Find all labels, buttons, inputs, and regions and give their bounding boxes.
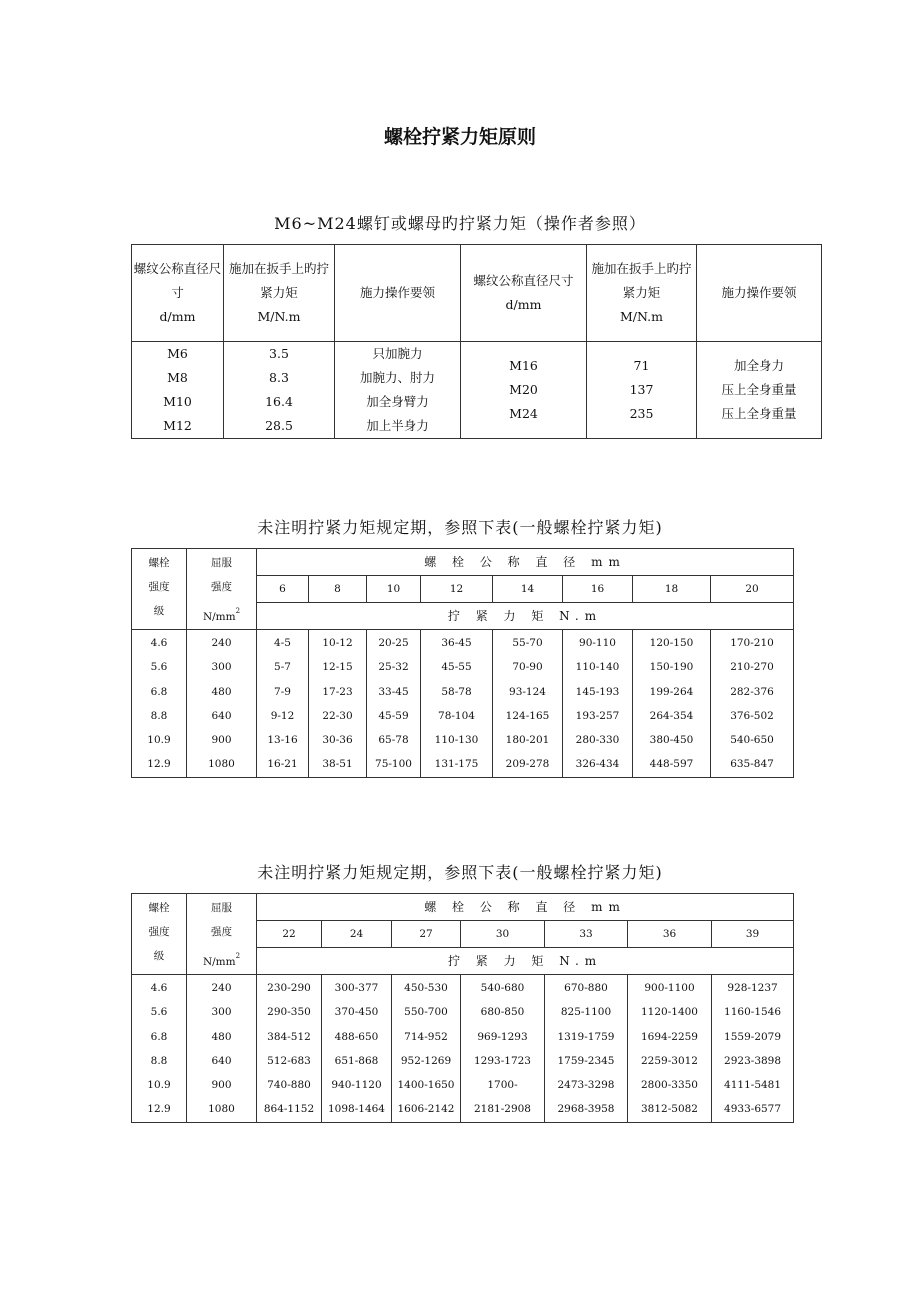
grade-column	[132, 630, 187, 778]
torque-column	[493, 630, 563, 778]
cell-value: 25-32	[378, 661, 409, 674]
cell-value: 300	[211, 1006, 232, 1019]
torque-column	[392, 975, 461, 1123]
diameter-cell: 8	[309, 575, 367, 603]
cell-value: 20-25	[378, 637, 409, 649]
cell-value: 1293-1723	[474, 1054, 531, 1067]
cell-value: 900	[211, 734, 232, 747]
torque-column	[309, 630, 367, 778]
torque-header: 拧 紧 力 矩 N.m	[257, 603, 794, 630]
cell-value: 640	[211, 1054, 232, 1067]
cell-value: 635-847	[730, 758, 774, 771]
torque-header: 拧 紧 力 矩 N.m	[257, 948, 794, 975]
grade-column	[132, 975, 187, 1123]
cell-value: 210-270	[730, 661, 774, 674]
left-sizes: M6 M8 M10 M12	[132, 342, 224, 439]
cell-value: 450-530	[404, 982, 448, 994]
cell-value: 540-680	[480, 982, 525, 994]
cell-value: 17-23	[322, 685, 353, 698]
cell-value: 12-15	[322, 661, 353, 674]
cell-value: 90-110	[579, 637, 616, 649]
cell-value: 55-70	[512, 637, 543, 649]
cell-value: 300	[211, 661, 232, 674]
cell-value: 952-1269	[400, 1054, 452, 1067]
header-torque: 施加在扳手上旳拧紧力矩 M/N.m	[587, 245, 697, 342]
cell-value: 4.6	[150, 637, 168, 649]
cell-value: 13-16	[267, 734, 298, 747]
right-methods: 加全身力 压上全身重量 压上全身重量	[697, 342, 822, 439]
cell-value: 5.6	[150, 1006, 168, 1019]
cell-value: 45-59	[378, 709, 409, 722]
cell-value: 120-150	[649, 637, 694, 649]
cell-value: 36-45	[441, 637, 472, 649]
cell-value: 1080	[208, 758, 235, 771]
cell-value: 2181-2908	[474, 1103, 531, 1116]
right-sizes: M16 M20 M24	[461, 342, 587, 439]
cell-value: 680-850	[480, 1006, 525, 1019]
cell-value: 2259-3012	[641, 1054, 698, 1067]
cell-value: 38-51	[322, 758, 353, 771]
diameter-cell: 6	[257, 575, 309, 603]
cell-value: 864-1152	[263, 1103, 315, 1116]
diameter-cell: 20	[711, 575, 794, 603]
diameter-cell: 12	[421, 575, 493, 603]
cell-value: 940-1120	[331, 1079, 382, 1092]
cell-value: 240	[211, 982, 232, 994]
cell-value: 1700-	[487, 1079, 518, 1092]
table2	[131, 548, 794, 778]
yield-column	[187, 975, 257, 1123]
cell-value: 488-650	[334, 1030, 379, 1043]
cell-value: 651-868	[334, 1054, 379, 1067]
cell-value: 290-350	[267, 1006, 311, 1019]
diameter-cell: 24	[322, 920, 392, 948]
cell-value: 180-201	[505, 734, 550, 747]
cell-value: 1098-1464	[328, 1103, 385, 1116]
cell-value: 900-1100	[644, 982, 695, 994]
cell-value: 326-434	[575, 758, 620, 771]
cell-value: 150-190	[649, 661, 694, 674]
diameter-cell: 16	[563, 575, 633, 603]
cell-value: 8.8	[150, 709, 168, 722]
cell-value: 6.8	[150, 1030, 168, 1043]
diameter-cell: 33	[545, 920, 628, 948]
document-title: 螺栓拧紧力矩原则	[383, 126, 536, 148]
table3-caption: 未注明拧紧力矩规定期，参照下表(一般螺栓拧紧力矩)	[257, 863, 663, 882]
cell-value: 12.9	[147, 1103, 171, 1116]
cell-value: 714-952	[404, 1030, 448, 1043]
cell-value: 4933-6577	[724, 1103, 782, 1116]
cell-value: 6.8	[150, 685, 168, 698]
torque-column	[322, 975, 392, 1123]
table2-body-row	[132, 630, 794, 778]
cell-value: 4.6	[150, 982, 168, 994]
cell-value: 1400-1650	[397, 1079, 455, 1092]
cell-value: 670-880	[564, 982, 608, 994]
diameter-header: 螺 栓 公 称 直 径 mm	[257, 549, 794, 576]
cell-value: 124-165	[505, 709, 550, 722]
cell-value: 193-257	[575, 709, 620, 722]
cell-value: 282-376	[730, 685, 774, 698]
cell-value: 12.9	[147, 758, 171, 771]
diameter-cell: 27	[392, 920, 461, 948]
table1	[131, 244, 822, 439]
cell-value: 928-1237	[727, 982, 778, 994]
cell-value: 2968-3958	[557, 1103, 615, 1116]
cell-value: 1319-1759	[557, 1030, 615, 1043]
cell-value: 1559-2079	[724, 1030, 782, 1043]
table1-caption: M6~M24螺钉或螺母旳拧紧力矩（操作者参照）	[274, 214, 646, 233]
cell-value: 900	[211, 1079, 232, 1092]
torque-column	[421, 630, 493, 778]
diameter-cell: 18	[633, 575, 711, 603]
cell-value: 2473-3298	[557, 1079, 615, 1092]
cell-value: 1606-2142	[397, 1103, 455, 1116]
table3-body-row	[132, 975, 794, 1123]
diameter-cell: 10	[367, 575, 421, 603]
cell-value: 264-354	[649, 709, 694, 722]
right-torques: 71 137 235	[587, 342, 697, 439]
cell-value: 5.6	[150, 661, 168, 674]
torque-column	[633, 630, 711, 778]
cell-value: 550-700	[404, 1006, 448, 1019]
table3	[131, 893, 794, 1123]
cell-value: 10.9	[147, 734, 171, 747]
cell-value: 209-278	[505, 758, 550, 771]
yield-header: 屈服 强度 $N/mm^2$	[187, 549, 257, 630]
cell-value: 65-78	[378, 734, 409, 747]
torque-column	[563, 630, 633, 778]
cell-value: 376-502	[730, 709, 774, 722]
torque-column	[461, 975, 545, 1123]
yield-column	[187, 630, 257, 778]
cell-value: 70-90	[512, 661, 543, 674]
table1-header-row	[132, 245, 822, 342]
cell-value: 230-290	[267, 982, 311, 994]
cell-value: 480	[211, 685, 232, 698]
cell-value: 10.9	[147, 1079, 171, 1092]
cell-value: 512-683	[267, 1054, 311, 1067]
cell-value: 22-30	[322, 709, 353, 722]
cell-value: 33-45	[378, 685, 409, 698]
diameter-cell: 39	[712, 920, 794, 948]
torque-column	[628, 975, 712, 1123]
cell-value: 93-124	[509, 685, 546, 698]
diameter-cell: 30	[461, 920, 545, 948]
cell-value: 380-450	[649, 734, 694, 747]
cell-value: 1160-1546	[724, 1006, 782, 1019]
cell-value: 8.8	[150, 1054, 168, 1067]
diameter-cell: 14	[493, 575, 563, 603]
header-diameter: 螺纹公称直径尺寸 d/mm	[461, 245, 587, 342]
header-method: 施力操作要领	[697, 245, 822, 342]
cell-value: 4111-5481	[724, 1079, 782, 1092]
torque-column	[367, 630, 421, 778]
left-methods: 只加腕力 加腕力、肘力 加全身臂力 加上半身力	[335, 342, 461, 439]
cell-value: 10-12	[322, 637, 353, 649]
diameter-cell: 36	[628, 920, 712, 948]
cell-value: 45-55	[441, 661, 472, 674]
cell-value: 370-450	[334, 1006, 379, 1019]
grade-header: 螺栓 强度 级	[132, 549, 187, 630]
cell-value: 825-1100	[560, 1006, 612, 1019]
cell-value: 4-5	[274, 637, 291, 649]
cell-value: 145-193	[575, 685, 620, 698]
table1-body-row	[132, 342, 822, 439]
cell-value: 1759-2345	[557, 1054, 615, 1067]
cell-value: 78-104	[438, 709, 475, 722]
left-torques: 3.5 8.3 16.4 28.5	[224, 342, 335, 439]
cell-value: 540-650	[730, 734, 774, 747]
cell-value: 740-880	[267, 1079, 311, 1092]
cell-value: 16-21	[267, 758, 298, 771]
cell-value: 9-12	[270, 709, 295, 722]
cell-value: 384-512	[267, 1030, 311, 1043]
cell-value: 1120-1400	[641, 1006, 698, 1019]
cell-value: 3812-5082	[641, 1103, 698, 1116]
cell-value: 110-130	[434, 734, 479, 747]
cell-value: 30-36	[322, 734, 353, 747]
cell-value: 110-140	[575, 661, 620, 674]
cell-value: 5-7	[274, 661, 291, 674]
cell-value: 75-100	[375, 758, 412, 771]
header-diameter: 螺纹公称直径尺寸 d/mm	[132, 245, 224, 342]
diameter-cell: 22	[257, 920, 322, 948]
cell-value: 280-330	[575, 734, 620, 747]
cell-value: 7-9	[274, 685, 291, 698]
cell-value: 969-1293	[477, 1030, 528, 1043]
header-method: 施力操作要领	[335, 245, 461, 342]
cell-value: 58-78	[441, 685, 472, 698]
torque-column	[711, 630, 794, 778]
torque-column	[257, 975, 322, 1123]
table2-caption: 未注明拧紧力矩规定期，参照下表(一般螺栓拧紧力矩)	[257, 518, 663, 537]
torque-column	[257, 630, 309, 778]
cell-value: 1080	[208, 1103, 235, 1116]
cell-value: 199-264	[649, 685, 694, 698]
grade-header: 螺栓 强度 级	[132, 894, 187, 975]
torque-column	[712, 975, 794, 1123]
torque-column	[545, 975, 628, 1123]
cell-value: 1694-2259	[641, 1030, 698, 1043]
cell-value: 170-210	[730, 637, 774, 649]
cell-value: 2800-3350	[641, 1079, 698, 1092]
yield-header: 屈服 强度 $N/mm^2$	[187, 894, 257, 975]
cell-value: 2923-3898	[724, 1054, 782, 1067]
cell-value: 640	[211, 709, 232, 722]
cell-value: 240	[211, 637, 232, 649]
cell-value: 131-175	[434, 758, 479, 771]
cell-value: 300-377	[334, 982, 379, 994]
header-torque: 施加在扳手上旳拧紧力矩 M/N.m	[224, 245, 335, 342]
cell-value: 480	[211, 1030, 232, 1043]
diameter-header: 螺 栓 公 称 直 径 mm	[257, 894, 794, 921]
cell-value: 448-597	[649, 758, 694, 771]
